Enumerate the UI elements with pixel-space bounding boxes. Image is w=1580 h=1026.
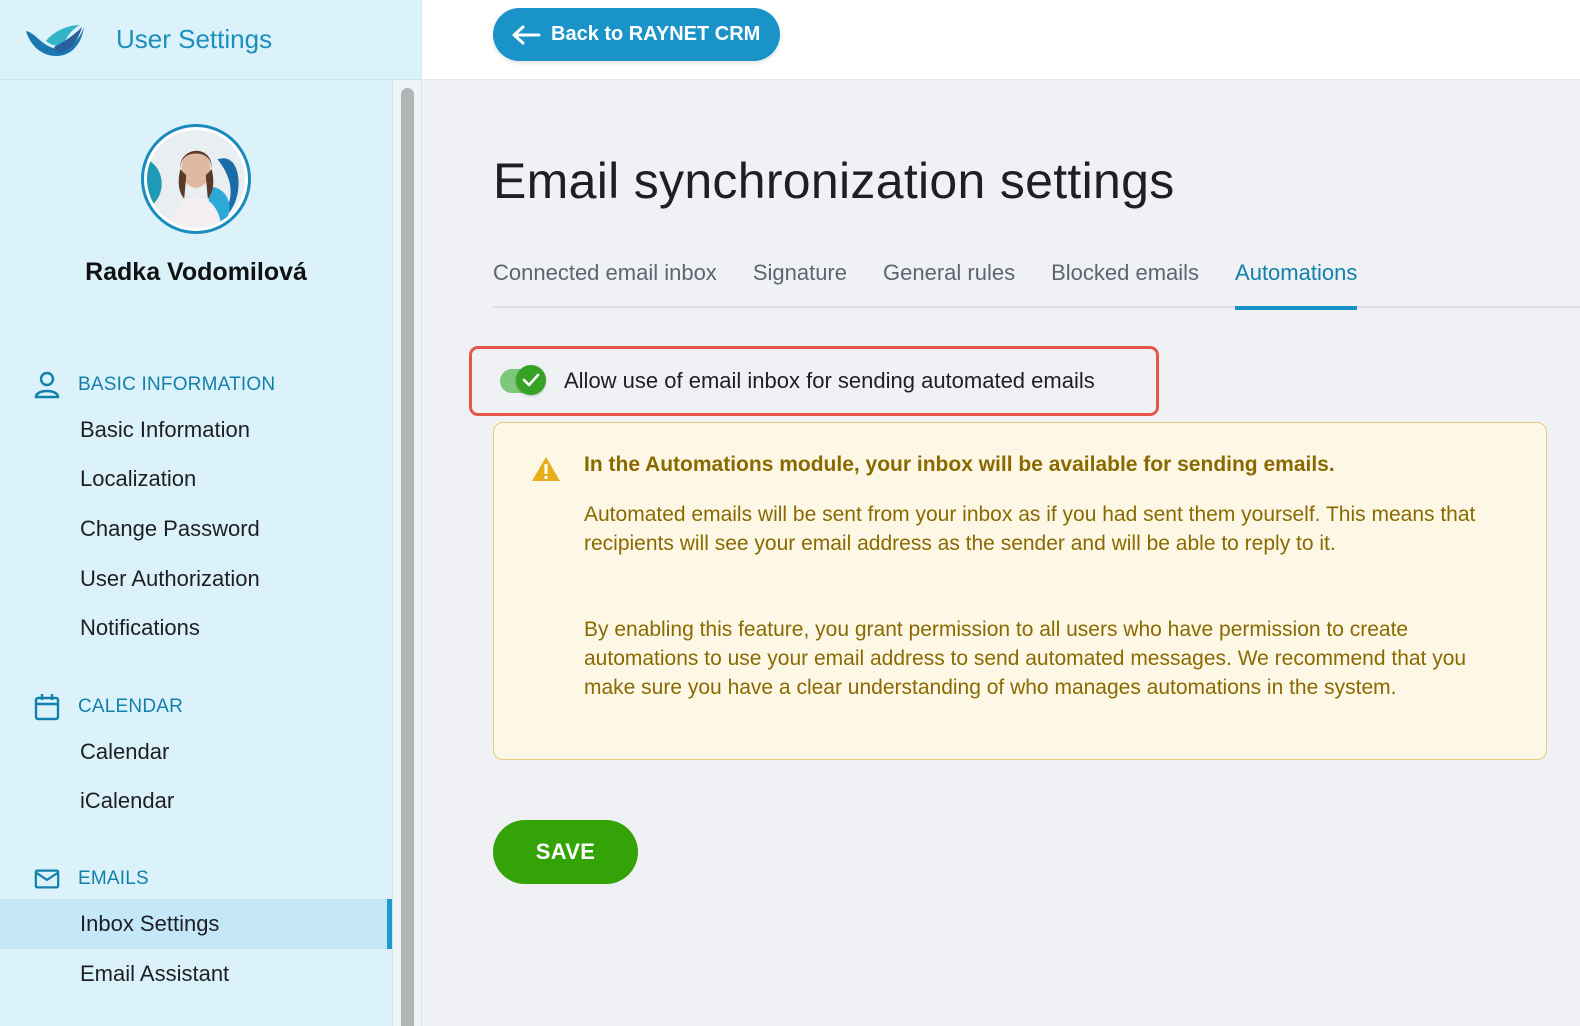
sidebar-item-basic-information[interactable]: Basic Information <box>80 416 250 442</box>
section-emails <box>0 859 392 998</box>
avatar[interactable] <box>141 124 251 234</box>
save-button[interactable]: SAVE <box>493 820 638 884</box>
sidebar <box>0 0 422 1026</box>
checkmark-icon <box>522 373 540 387</box>
warning-paragraph: By enabling this feature, you grant permission to all users who have permission to create automations to use your email address to send automated messages. We recommend that you make sure you have a clear understanding of who manages automations in the system. <box>584 618 1467 699</box>
automated-emails-toggle[interactable] <box>500 369 544 393</box>
warning-paragraph: Automated emails will be sent from your inbox as if you had sent them yourself. This means that recipients will see your email address as the sender and will be able to reply to it. <box>584 503 1476 555</box>
avatar-photo <box>147 130 245 228</box>
section-basic-information <box>0 365 392 653</box>
main-content <box>493 80 1580 864</box>
tab-general-rules[interactable]: General rules <box>883 260 1016 285</box>
automated-emails-toggle-row <box>469 346 1159 416</box>
section-header <box>0 687 392 727</box>
section-title: CALENDAR <box>78 695 184 717</box>
warning-icon <box>530 455 562 483</box>
scrollbar-thumb[interactable] <box>401 88 414 1026</box>
sidebar-item-change-password[interactable]: Change Password <box>80 515 260 541</box>
sidebar-item-notifications[interactable]: Notifications <box>80 615 200 641</box>
sidebar-item-user-authorization[interactable]: User Authorization <box>80 565 260 591</box>
section-header <box>0 859 392 899</box>
topbar <box>422 0 1580 80</box>
sidebar-nav <box>0 80 392 1026</box>
sidebar-item-email-assistant[interactable]: Email Assistant <box>80 960 230 986</box>
section-calendar <box>0 687 392 826</box>
sidebar-item-calendar[interactable]: Calendar <box>80 738 170 764</box>
sidebar-item-inbox-settings[interactable]: Inbox Settings <box>0 899 392 949</box>
sidebar-item-icalendar[interactable]: iCalendar <box>80 788 175 814</box>
warning-box <box>493 422 1547 760</box>
tab-connected-email-inbox[interactable]: Connected email inbox <box>493 260 717 285</box>
tab-bar <box>493 256 1580 308</box>
raynet-logo-icon[interactable] <box>24 23 86 57</box>
calendar-icon <box>34 693 60 721</box>
page-title: Email synchronization settings <box>493 153 1175 209</box>
back-to-crm-button[interactable] <box>493 8 780 61</box>
mail-icon <box>34 865 60 893</box>
section-title: BASIC INFORMATION <box>78 374 276 395</box>
tab-automations[interactable]: Automations <box>1235 256 1357 308</box>
user-name: Radka Vodomilová <box>85 258 307 286</box>
back-button-label: Back to RAYNET CRM <box>551 23 761 45</box>
sidebar-scrollbar[interactable] <box>392 80 421 1026</box>
sidebar-header <box>0 0 421 80</box>
section-title: EMAILS <box>78 868 149 890</box>
tab-signature[interactable]: Signature <box>752 260 847 285</box>
profile <box>0 80 392 287</box>
toggle-label: Allow use of email inbox for sending automated emails <box>564 368 1095 393</box>
warning-title: In the Automations module, your inbox will be available for sending emails. <box>584 453 1335 476</box>
person-icon <box>34 371 60 399</box>
toggle-knob <box>516 365 546 395</box>
arrow-left-icon <box>511 25 541 45</box>
tab-blocked-emails[interactable]: Blocked emails <box>1051 260 1200 285</box>
sidebar-item-localization[interactable]: Localization <box>80 466 197 492</box>
section-header <box>0 365 392 405</box>
app-title: User Settings <box>116 24 273 54</box>
